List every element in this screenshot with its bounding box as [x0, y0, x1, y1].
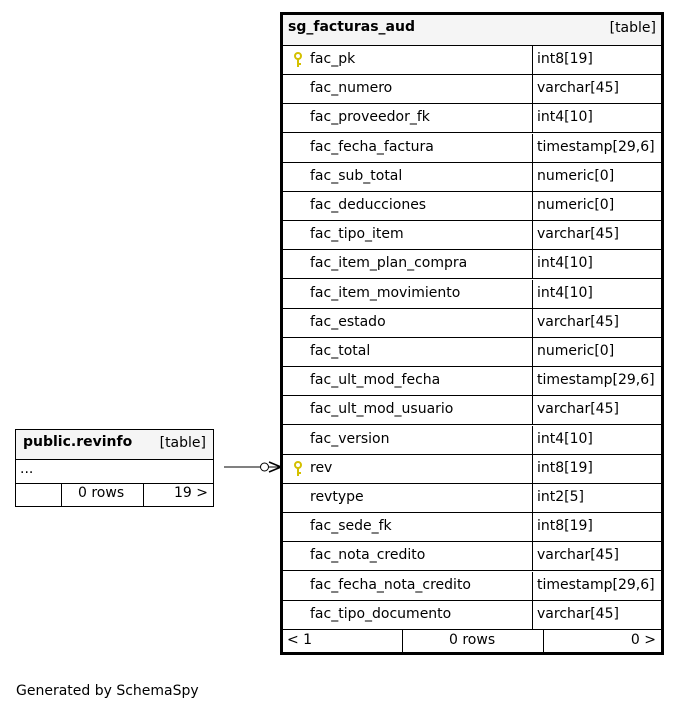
- table-row[interactable]: [283, 367, 661, 396]
- table-row[interactable]: [283, 338, 661, 367]
- column-name: fac_fecha_nota_credito: [310, 576, 471, 593]
- column-type: numeric[0]: [537, 197, 615, 213]
- column-name: fac_pk: [310, 51, 356, 67]
- footer-children[interactable]: 0 >: [630, 632, 656, 648]
- table-footer: [16, 484, 213, 506]
- table-row[interactable]: [283, 46, 661, 75]
- column-name: fac_item_plan_compra: [310, 255, 468, 272]
- column-type: int4[10]: [537, 430, 593, 447]
- column-name: fac_tipo_item: [310, 226, 404, 243]
- table-sg-facturas-aud[interactable]: [280, 12, 664, 655]
- footer-children[interactable]: 19 >: [174, 485, 208, 501]
- primary-key-icon: [292, 52, 304, 68]
- column-name: revtype: [310, 489, 364, 505]
- table-row[interactable]: [283, 104, 661, 133]
- column-name: fac_fecha_factura: [310, 138, 434, 155]
- column-name: fac_sede_fk: [310, 518, 392, 535]
- column-type: int4[10]: [537, 284, 593, 301]
- table-row[interactable]: [283, 280, 661, 309]
- table-row[interactable]: [283, 484, 661, 513]
- column-name: fac_total: [310, 343, 371, 359]
- table-row[interactable]: [283, 163, 661, 192]
- table-row[interactable]: [283, 134, 661, 163]
- column-type: int8[19]: [537, 459, 593, 476]
- column-type: varchar[45]: [537, 313, 619, 330]
- column-name: fac_numero: [310, 80, 393, 97]
- column-type: int2[5]: [537, 489, 584, 505]
- column-type: numeric[0]: [537, 343, 615, 359]
- footer-rows: 0 rows: [78, 485, 125, 501]
- column-name: fac_version: [310, 430, 390, 447]
- footer-parents[interactable]: < 1: [287, 632, 313, 648]
- column-type: timestamp[29,6]: [537, 138, 655, 155]
- column-type: numeric[0]: [537, 167, 615, 184]
- column-name: fac_nota_credito: [310, 547, 426, 564]
- column-type: int8[19]: [537, 51, 593, 67]
- table-kind: [table]: [609, 20, 656, 36]
- column-type: timestamp[29,6]: [537, 576, 655, 593]
- column-type: int4[10]: [537, 255, 593, 272]
- table-footer: [283, 630, 661, 655]
- table-row[interactable]: [283, 309, 661, 338]
- footer-rows: 0 rows: [449, 632, 496, 648]
- table-name: public.revinfo: [23, 434, 133, 450]
- column-name: fac_estado: [310, 313, 386, 330]
- table-name: sg_facturas_aud: [288, 19, 415, 35]
- table-kind: [table]: [159, 435, 206, 451]
- column-name: fac_proveedor_fk: [310, 109, 430, 126]
- primary-key-icon: [292, 461, 304, 477]
- table-row[interactable]: [283, 75, 661, 104]
- table-row[interactable]: [283, 542, 661, 571]
- column-type: varchar[45]: [537, 605, 619, 622]
- column-type: varchar[45]: [537, 547, 619, 564]
- column-name: fac_ult_mod_usuario: [310, 401, 454, 418]
- table-row[interactable]: [283, 192, 661, 221]
- columns-ellipsis: ...: [20, 461, 34, 477]
- column-name: fac_deducciones: [310, 197, 427, 213]
- column-type: varchar[45]: [537, 80, 619, 97]
- column-type: int8[19]: [537, 518, 593, 535]
- table-row[interactable]: [283, 455, 661, 484]
- column-name: fac_item_movimiento: [310, 284, 461, 301]
- table-row[interactable]: [283, 250, 661, 279]
- table-public-revinfo[interactable]: [15, 429, 214, 507]
- generated-by-text[interactable]: Generated by SchemaSpy: [16, 683, 199, 699]
- table-row[interactable]: [283, 601, 661, 630]
- column-name: fac_sub_total: [310, 167, 403, 184]
- table-row[interactable]: [283, 221, 661, 250]
- column-name: fac_ult_mod_fecha: [310, 372, 441, 389]
- column-type: timestamp[29,6]: [537, 372, 655, 389]
- column-type: varchar[45]: [537, 401, 619, 418]
- table-header: [16, 430, 213, 460]
- table-row[interactable]: [283, 513, 661, 542]
- column-type: int4[10]: [537, 109, 593, 126]
- table-header: [283, 15, 661, 46]
- column-name: rev: [310, 459, 333, 476]
- column-type: varchar[45]: [537, 226, 619, 243]
- table-row[interactable]: [283, 396, 661, 425]
- column-name: fac_tipo_documento: [310, 605, 452, 622]
- table-row[interactable]: [283, 572, 661, 601]
- table-row[interactable]: [283, 426, 661, 455]
